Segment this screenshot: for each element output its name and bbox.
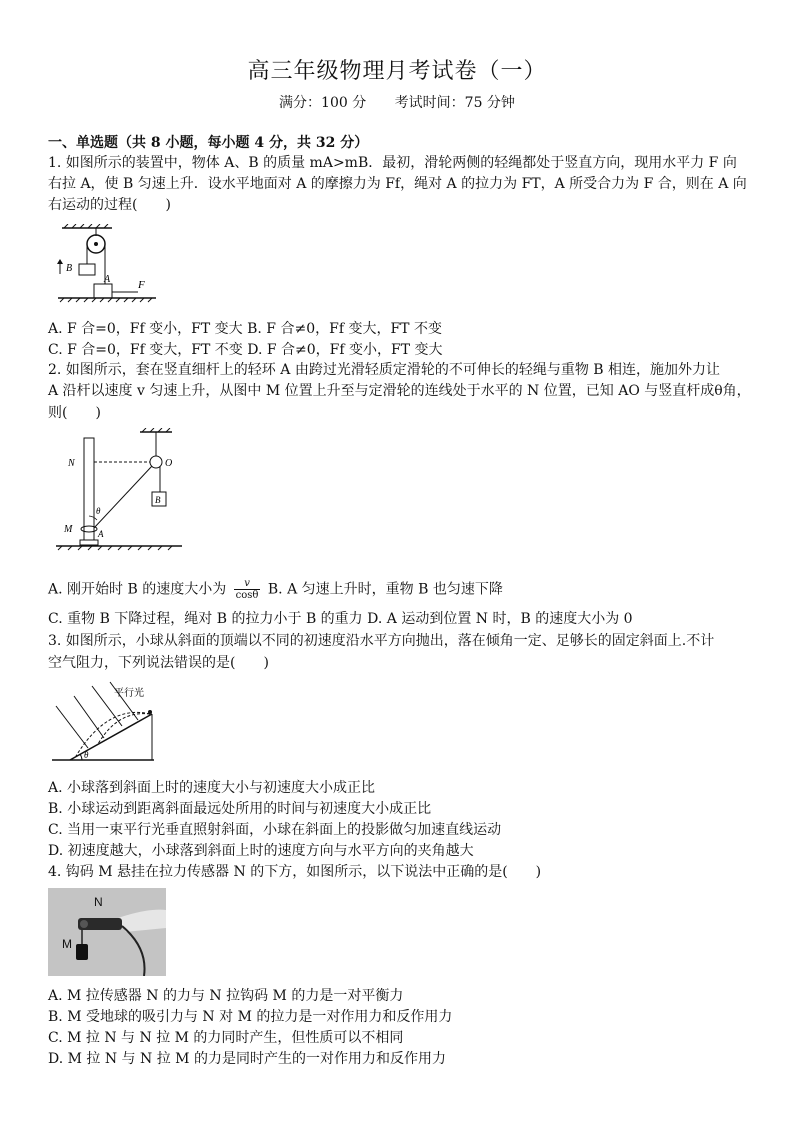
q4-stem: 4. 钩码 M 悬挂在拉力传感器 N 的下方，如图所示，以下说法中正确的是( ) [48, 864, 542, 880]
q4-option-c: C. M 拉 N 与 N 拉 M 的力同时产生，但性质可以不相同 [48, 1030, 404, 1046]
q4-photo [48, 888, 166, 976]
q2-stem-line1: 2. 如图所示，套在竖直细杆上的轻环 A 由跨过光滑轻质定滑轮的不可伸长的轻绳与重物 B 相连，施加外力让 [48, 362, 721, 378]
full-score: 满分：100 分 [279, 95, 367, 111]
q2-label-a: A [98, 529, 104, 539]
q2-options-ab [48, 578, 503, 601]
q3-option-b: B. 小球运动到距离斜面最远处所用的时间与初速度大小成正比 [48, 801, 432, 817]
q4-option-b: B. M 受地球的吸引力与 N 对 M 的拉力是一对作用力和反作用力 [48, 1009, 453, 1025]
q2-option-a-text: A. 刚开始时 B 的速度大小为 [48, 581, 227, 598]
q1-label-b: B [66, 263, 73, 274]
q3-stem-line1: 3. 如图所示，小球从斜面的顶端以不同的初速度沿水平方向抛出，落在倾角一定、足够长的固定斜面上.不计 [48, 633, 715, 649]
q2-fraction-numerator: v [234, 578, 261, 590]
q2-label-theta: θ [96, 506, 101, 516]
q2-label-m: M [64, 524, 73, 535]
q4-photo-label-m: M [62, 937, 72, 951]
q2-fraction [234, 578, 261, 601]
q2-label-n: N [68, 458, 75, 469]
q1-label-f: F [138, 279, 145, 291]
q2-ring-figure [48, 428, 188, 554]
q2-label-o: O [165, 458, 173, 469]
q3-option-d: D. 初速度越大，小球落到斜面上时的速度方向与水平方向的夹角越大 [48, 843, 474, 859]
q2-option-b-text: B. A 匀速上升时，重物 B 也匀速下降 [267, 581, 503, 598]
q3-label-light: 平行光 [114, 688, 144, 699]
q3-label-theta: θ [84, 750, 89, 760]
page-title: 高三年级物理月考试卷（一） [247, 59, 547, 84]
q4-option-d: D. M 拉 N 与 N 拉 M 的力是同时产生的一对作用力和反作用力 [48, 1051, 446, 1067]
q3-option-a: A. 小球落到斜面上时的速度大小与初速度大小成正比 [48, 780, 376, 796]
q2-stem-line2: A 沿杆以速度 v 匀速上升，从图中 M 位置上升至与定滑轮的连线处于水平的 N 位置，已知 AO 与竖直杆成θ角， [48, 383, 751, 399]
q2-stem-line3: 则( ) [48, 405, 101, 421]
q1-stem-line3: 右运动的过程( ) [48, 197, 171, 213]
q1-stem-line1: 1. 如图所示的装置中，物体 A、B 的质量 mA>mB．最初，滑轮两侧的轻绳都处于竖直方向，现用水平力 F 向 [48, 155, 737, 171]
q2-label-b: B [155, 495, 161, 505]
q3-option-c: C. 当用一束平行光垂直照射斜面，小球在斜面上的投影做匀加速直线运动 [48, 822, 502, 838]
exam-info [0, 92, 794, 112]
q1-label-a: A [104, 274, 111, 285]
q1-pulley-figure [52, 224, 162, 310]
q3-stem-line2: 空气阻力，下列说法错误的是( ) [48, 655, 269, 671]
q1-stem-line2: 右拉 A，使 B 匀速上升．设水平地面对 A 的摩擦力为 Ff，绳对 A 的拉力为 FT，A 所受合力为 F 合，则在 A 向 [48, 176, 747, 192]
q4-option-a: A. M 拉传感器 N 的力与 N 拉钩码 M 的力是一对平衡力 [48, 988, 404, 1004]
q4-photo-label-n: N [94, 895, 103, 909]
q2-fraction-denominator: cosθ [235, 590, 259, 601]
q1-options-cd: C. F 合=0，Ff 变大，FT 不变 D. F 合≠0，Ff 变小，FT 变大 [48, 342, 443, 358]
q3-incline-figure [48, 680, 158, 766]
q1-options-ab: A. F 合=0，Ff 变小，FT 变大 B. F 合≠0，Ff 变大，FT 不变 [48, 321, 442, 337]
exam-time: 考试时间：75 分钟 [394, 95, 515, 111]
q2-options-cd: C. 重物 B 下降过程，绳对 B 的拉力小于 B 的重力 D. A 运动到位置 N 时，B 的速度大小为 0 [48, 611, 633, 627]
section-heading: 一、单选题（共 8 小题，每小题 4 分，共 32 分） [48, 135, 369, 151]
